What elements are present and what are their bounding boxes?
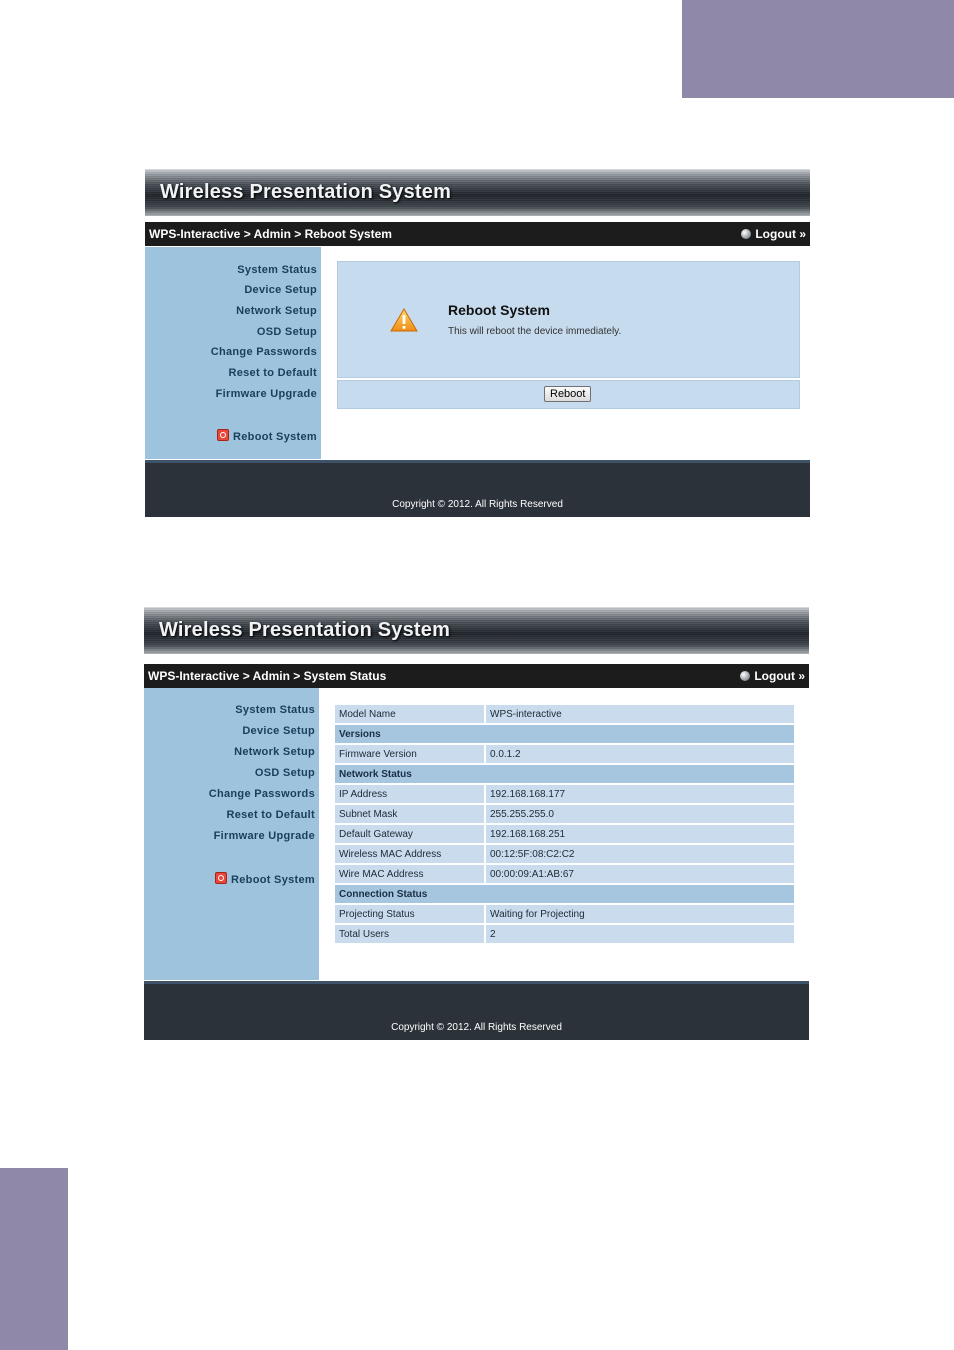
reboot-icon bbox=[215, 872, 227, 884]
footer bbox=[145, 460, 810, 517]
breadcrumb: WPS-Interactive > Admin > System Status bbox=[148, 669, 387, 683]
table-row bbox=[335, 925, 794, 943]
sidebar-item-system-status[interactable]: System Status bbox=[235, 704, 315, 716]
sidebar-item-network-setup[interactable]: Network Setup bbox=[236, 305, 317, 317]
sidebar-item-network-setup[interactable]: Network Setup bbox=[234, 746, 315, 758]
sidebar-item-label: Reboot System bbox=[233, 431, 317, 443]
sidebar-item-firmware-upgrade[interactable]: Firmware Upgrade bbox=[213, 830, 315, 842]
sidebar-item-reboot-system[interactable] bbox=[215, 872, 315, 886]
decorative-bottom-bar bbox=[0, 1168, 68, 1350]
logout-icon bbox=[740, 671, 750, 681]
reboot-button[interactable]: Reboot bbox=[544, 386, 591, 402]
row-label: Projecting Status bbox=[335, 905, 486, 923]
breadcrumb-bar bbox=[144, 664, 809, 688]
row-label: Model Name bbox=[335, 705, 486, 723]
sidebar-item-reset-to-default[interactable]: Reset to Default bbox=[228, 367, 317, 379]
copyright: Copyright © 2012. All Rights Reserved bbox=[392, 499, 563, 510]
table-row bbox=[335, 805, 794, 823]
reboot-panel bbox=[337, 261, 800, 378]
row-value: 192.168.168.177 bbox=[486, 785, 794, 803]
sidebar-item-reboot-system[interactable] bbox=[217, 429, 317, 443]
sidebar-item-device-setup[interactable]: Device Setup bbox=[244, 284, 317, 296]
row-label: Wireless MAC Address bbox=[335, 845, 486, 863]
section-header-network-status: Network Status bbox=[335, 765, 794, 783]
app-title: Wireless Presentation System bbox=[159, 619, 451, 641]
sidebar-item-osd-setup[interactable]: OSD Setup bbox=[254, 767, 315, 779]
logout-label: Logout » bbox=[754, 669, 805, 683]
row-label: Total Users bbox=[335, 925, 486, 943]
row-value: 00:00:09:A1:AB:67 bbox=[486, 865, 794, 883]
row-value: 2 bbox=[486, 925, 794, 943]
reboot-icon bbox=[217, 429, 229, 441]
decorative-top-bar bbox=[682, 0, 954, 98]
row-value: WPS-interactive bbox=[486, 705, 794, 723]
table-section-row bbox=[335, 885, 794, 903]
reboot-system-screenshot bbox=[145, 169, 810, 517]
row-label: IP Address bbox=[335, 785, 486, 803]
breadcrumb-bar bbox=[145, 222, 810, 246]
logout-link[interactable] bbox=[740, 669, 805, 683]
footer bbox=[144, 981, 809, 1040]
row-value: 192.168.168.251 bbox=[486, 825, 794, 843]
sidebar-item-change-passwords[interactable]: Change Passwords bbox=[208, 788, 315, 800]
table-row bbox=[335, 745, 794, 763]
app-banner bbox=[144, 607, 809, 654]
sidebar-item-osd-setup[interactable]: OSD Setup bbox=[256, 326, 317, 338]
sidebar-item-change-passwords[interactable]: Change Passwords bbox=[210, 346, 317, 358]
system-status-screenshot bbox=[144, 607, 809, 1040]
table-row bbox=[335, 845, 794, 863]
row-value: 0.0.1.2 bbox=[486, 745, 794, 763]
sidebar bbox=[144, 688, 319, 980]
logout-link[interactable] bbox=[741, 227, 806, 241]
row-label: Wire MAC Address bbox=[335, 865, 486, 883]
table-row bbox=[335, 825, 794, 843]
app-title: Wireless Presentation System bbox=[160, 181, 452, 203]
copyright: Copyright © 2012. All Rights Reserved bbox=[391, 1022, 562, 1033]
sidebar-item-device-setup[interactable]: Device Setup bbox=[242, 725, 315, 737]
sidebar-item-firmware-upgrade[interactable]: Firmware Upgrade bbox=[215, 388, 317, 400]
section-header-connection-status: Connection Status bbox=[335, 885, 794, 903]
reboot-description: This will reboot the device immediately. bbox=[448, 326, 622, 337]
table-row bbox=[335, 705, 794, 723]
system-status-table bbox=[335, 703, 794, 945]
logout-label: Logout » bbox=[755, 227, 806, 241]
section-header-versions: Versions bbox=[335, 725, 794, 743]
breadcrumb: WPS-Interactive > Admin > Reboot System bbox=[149, 227, 392, 241]
table-row bbox=[335, 905, 794, 923]
row-value: 00:12:5F:08:C2:C2 bbox=[486, 845, 794, 863]
app-banner bbox=[145, 169, 810, 216]
sidebar-item-system-status[interactable]: System Status bbox=[237, 264, 317, 276]
row-label: Firmware Version bbox=[335, 745, 486, 763]
logout-icon bbox=[741, 229, 751, 239]
table-section-row bbox=[335, 765, 794, 783]
row-value: 255.255.255.0 bbox=[486, 805, 794, 823]
warning-icon bbox=[390, 308, 418, 332]
sidebar-item-reset-to-default[interactable]: Reset to Default bbox=[226, 809, 315, 821]
sidebar bbox=[145, 247, 321, 459]
table-row bbox=[335, 785, 794, 803]
table-section-row bbox=[335, 725, 794, 743]
table-row bbox=[335, 865, 794, 883]
row-value: Waiting for Projecting bbox=[486, 905, 794, 923]
sidebar-item-label: Reboot System bbox=[231, 874, 315, 886]
reboot-button-row bbox=[337, 380, 800, 409]
row-label: Subnet Mask bbox=[335, 805, 486, 823]
row-label: Default Gateway bbox=[335, 825, 486, 843]
reboot-title: Reboot System bbox=[448, 302, 550, 318]
